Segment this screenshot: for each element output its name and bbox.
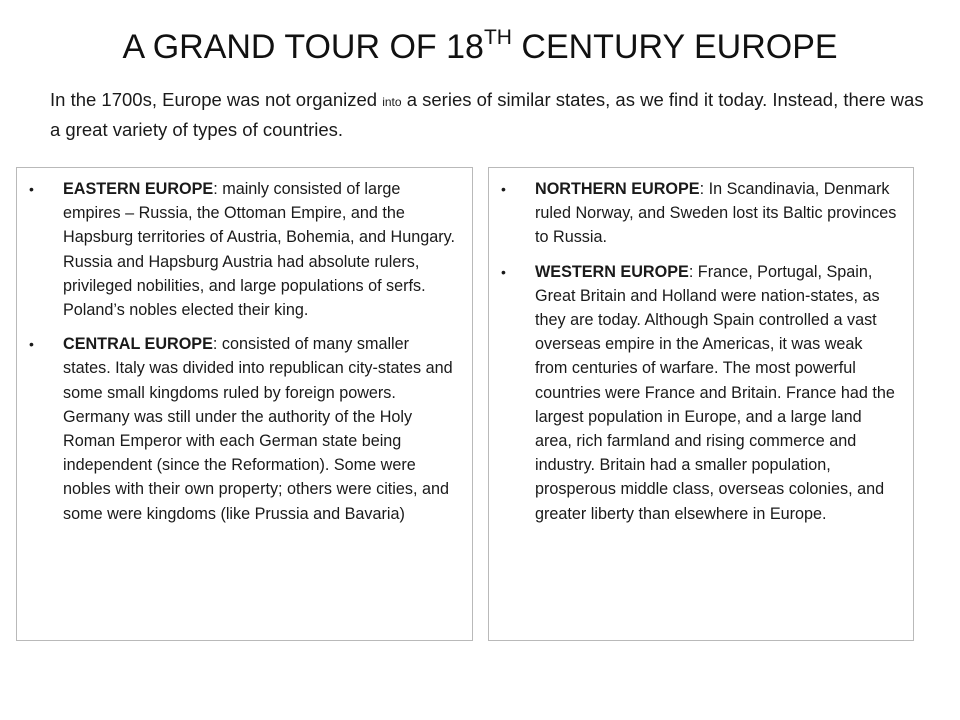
region-text: : France, Portugal, Spain, Great Britain and Holland were nation-states, as they are today. Although Spain controlled a vast overseas empire in the Americas, it was weak from centuries of warfare. The most powerful countries were France and Britain. France had the largest population in Europe, and a large land area, rich farmland and rising commerce and industry. Britain had a smaller population, prosperous middle class, overseas colonies, and greater liberty than elsewhere in Europe. — [535, 262, 895, 523]
right-bullet-list — [489, 168, 913, 526]
region-heading: CENTRAL EUROPE — [63, 335, 213, 354]
left-text-panel — [16, 167, 473, 641]
bullet-northern-europe — [501, 177, 897, 250]
bullet-icon: • — [29, 181, 34, 197]
bullet-central-europe — [29, 332, 458, 526]
title-suffix: CENTURY EUROPE — [511, 28, 838, 66]
region-text: : consisted of many smaller states. Italy was divided into republican city-states and some small kingdoms ruled by foreign powers. Germany was still under the authority of the Holy Roman Emperor with each German state being independent (since the Reformation). Some were nobles with their own property; others were cities, and some were kingdoms (like Prussia and Bavaria) — [63, 335, 453, 523]
region-text: : In Scandinavia, Denmark ruled Norway, and Sweden lost its Baltic provinces to Russia. — [535, 180, 897, 247]
bullet-icon: • — [501, 263, 506, 280]
bullet-western-europe — [501, 260, 897, 526]
intro-part2: a series of similar states, as we find it today. Instead, there was a great variety of types of countries. — [50, 89, 924, 140]
left-bullet-list — [17, 168, 472, 526]
title-superscript: TH — [483, 25, 512, 49]
right-text-panel — [488, 167, 914, 641]
slide-title — [0, 24, 960, 70]
region-text: : mainly consisted of large empires – Russia, the Ottoman Empire, and the Hapsburg territories of Austria, Bohemia, and Hungary. Russia and Hapsburg Austria had absolute rulers, privileged nobilities, and large populations of serfs. Poland’s nobles elected their king. — [63, 180, 455, 320]
region-heading: NORTHERN EUROPE — [535, 180, 700, 198]
region-heading: WESTERN EUROPE — [535, 262, 689, 281]
bullet-icon: • — [29, 336, 34, 353]
region-heading: EASTERN EUROPE — [63, 180, 214, 198]
bullet-eastern-europe — [29, 177, 458, 322]
intro-small-word: into — [382, 95, 402, 109]
bullet-icon: • — [501, 181, 506, 197]
intro-part1: In the 1700s, Europe was not organized — [50, 89, 383, 110]
title-prefix: A GRAND TOUR OF 18 — [122, 28, 484, 66]
intro-paragraph — [50, 86, 930, 143]
